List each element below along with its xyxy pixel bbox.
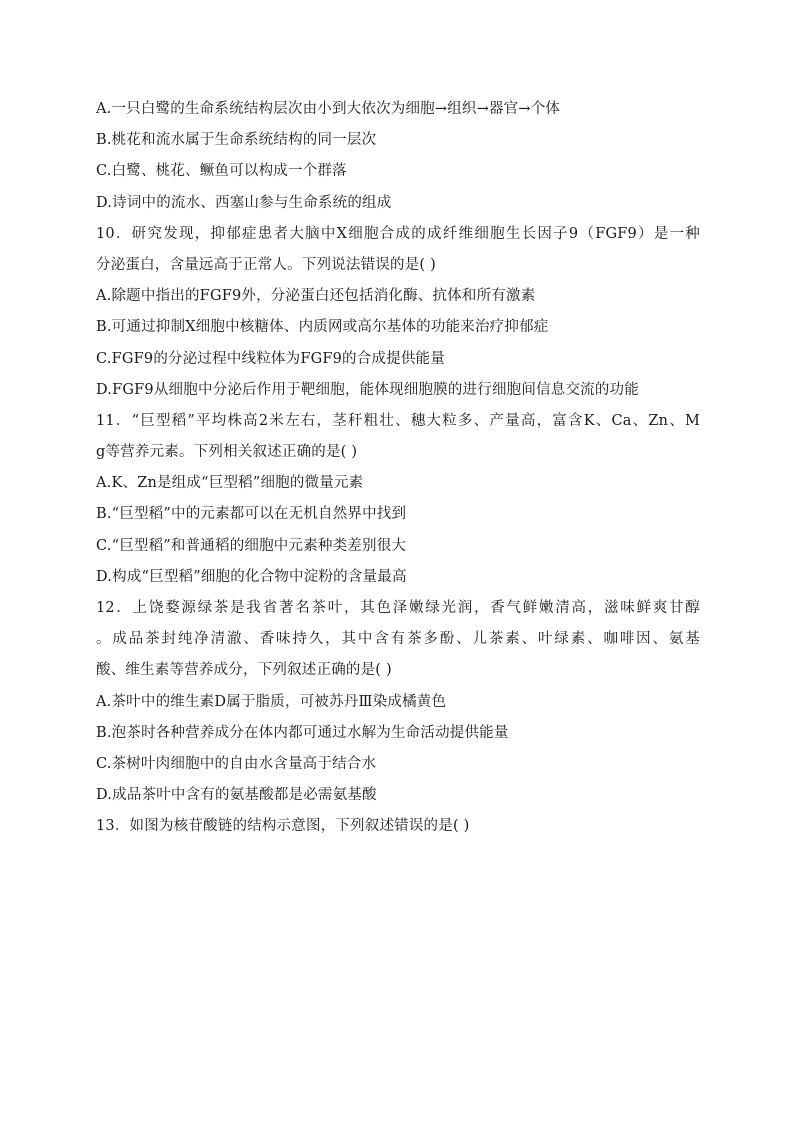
- question-12-stem-line1: 12．上饶婺源绿茶是我省著名茶叶，其色泽嫩绿光润，香气鲜嫩清高，滋味鲜爽甘醇: [96, 600, 700, 616]
- question-10-stem-line2: 分泌蛋白，含量远高于正常人。下列说法错误的是( ): [96, 256, 436, 273]
- option-9a: A.一只白鹭的生命系统结构层次由小到大依次为细胞→组织→器官→个体: [96, 101, 561, 117]
- option-11c: C.“巨型稻”和普通稻的细胞中元素种类差别很大: [96, 537, 407, 554]
- option-10a: A.除题中指出的FGF9外，分泌蛋白还包括消化酶、抗体和所有激素: [96, 288, 536, 305]
- option-10b: B.可通过抑制X细胞中核糖体、内质网或高尔基体的功能来治疗抑郁症: [96, 319, 549, 336]
- option-11a: A.K、Zn是组成“巨型稻”细胞的微量元素: [96, 475, 364, 492]
- option-10d: D.FGF9从细胞中分泌后作用于靶细胞，能体现细胞膜的进行细胞间信息交流的功能: [96, 381, 639, 398]
- option-11b: B.“巨型稻”中的元素都可以在无机自然界中找到: [96, 506, 407, 523]
- option-12d: D.成品茶叶中含有的氨基酸都是必需氨基酸: [96, 787, 377, 804]
- question-13-stem: 13．如图为核苷酸链的结构示意图，下列叙述错误的是( ): [96, 818, 470, 835]
- option-9c: C.白鹭、桃花、鳜鱼可以构成一个群落: [96, 163, 347, 180]
- option-9d: D.诗词中的流水、西塞山参与生命系统的组成: [96, 194, 392, 211]
- question-text-block: [96, 94, 700, 843]
- option-9b: B.桃花和流水属于生命系统结构的同一层次: [96, 132, 377, 149]
- question-12-stem-line2: 。成品茶封纯净清澈、香味持久，其中含有茶多酚、儿茶素、叶绿素、咖啡因、氨基: [96, 631, 700, 648]
- option-12c: C.茶树叶肉细胞中的自由水含量高于结合水: [96, 755, 377, 772]
- option-10c: C.FGF9的分泌过程中线粒体为FGF9的合成提供能量: [96, 350, 445, 367]
- question-11-stem-line2: g等营养元素。下列相关叙述正确的是( ): [96, 444, 358, 461]
- question-10-stem-line1: 10．研究发现，抑郁症患者大脑中X细胞合成的成纤维细胞生长因子9（FGF9）是一种: [96, 225, 700, 242]
- option-12a: A.茶叶中的维生素D属于脂质，可被苏丹Ⅲ染成橘黄色: [96, 693, 447, 710]
- question-11-stem-line1: 11．“巨型稻”平均株高2米左右，茎秆粗壮、穗大粒多、产量高，富含K、Ca、Zn、M: [96, 412, 700, 429]
- option-11d: D.构成“巨型稻”细胞的化合物中淀粉的含量最高: [96, 568, 407, 585]
- question-12-stem-line3: 酸、维生素等营养成分，下列叙述正确的是( ): [96, 662, 392, 679]
- option-12b: B.泡茶时各种营养成分在体内都可通过水解为生命活动提供能量: [96, 724, 509, 741]
